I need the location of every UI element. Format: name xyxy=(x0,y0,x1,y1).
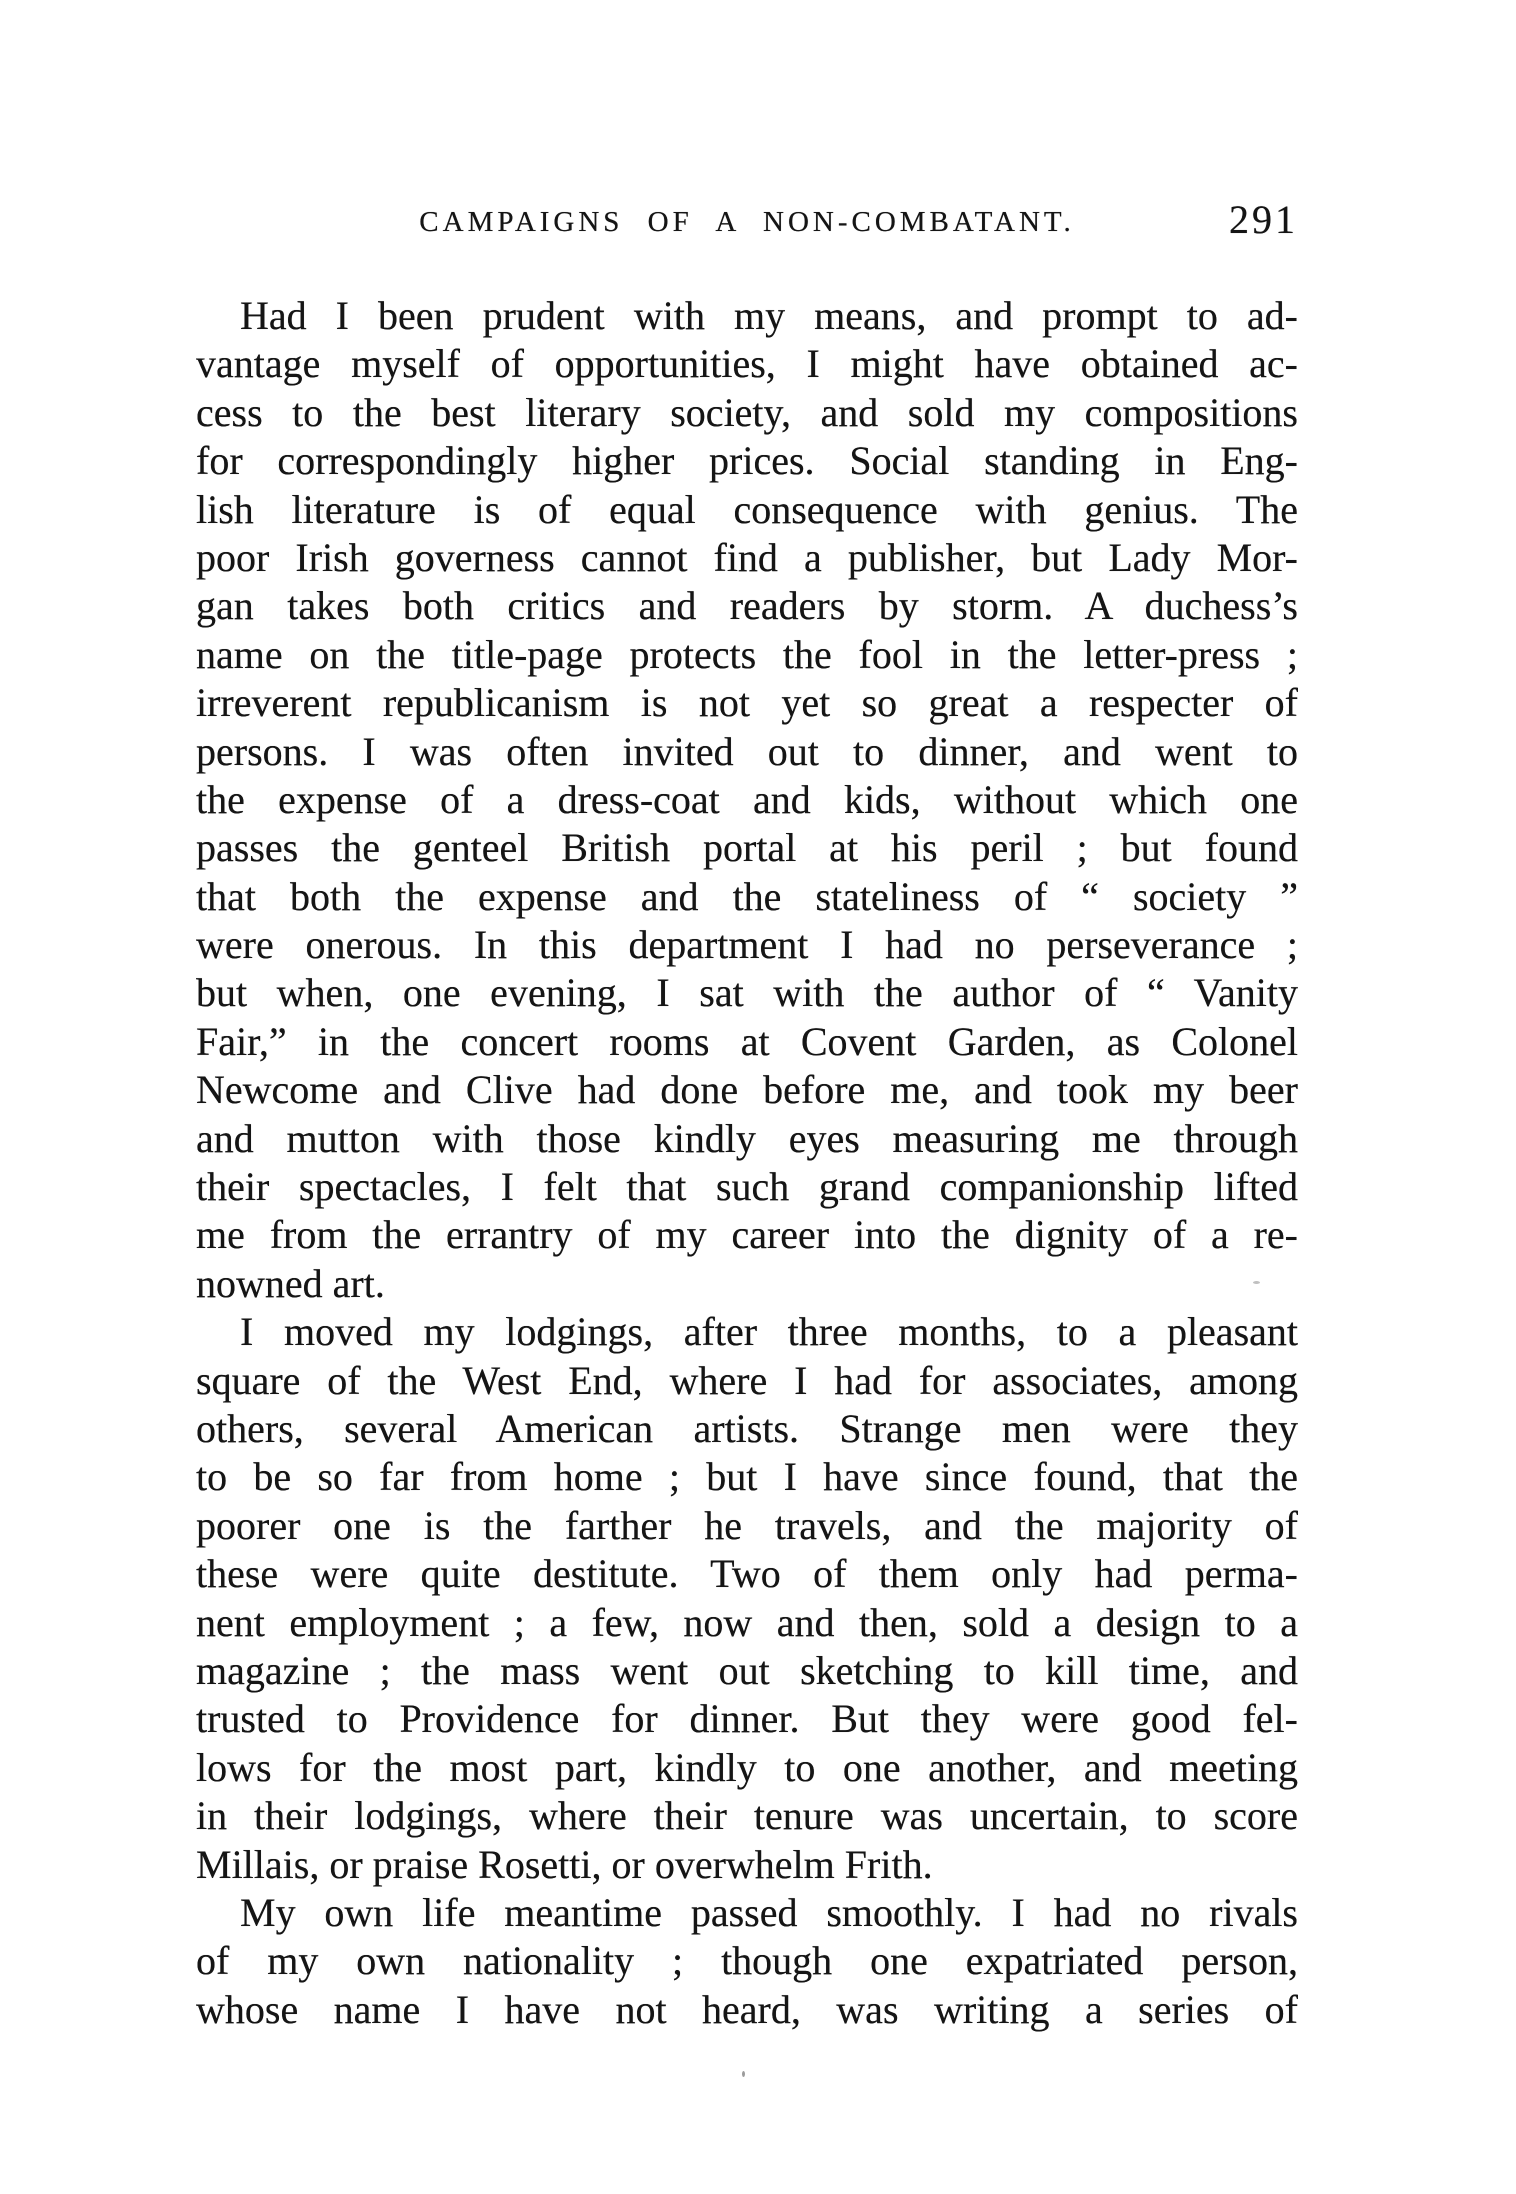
text-line: poorer one is the farther he travels, and the majority of xyxy=(196,1502,1298,1548)
text-line: and mutton with those kindly eyes measuring me through xyxy=(196,1115,1298,1161)
text-line: vantage myself of opportunities, I might have obtained ac- xyxy=(196,341,1298,387)
text-line: their spectacles, I felt that such grand companionship lifted xyxy=(196,1164,1298,1210)
text-line: others, several American artists. Strange men were they xyxy=(196,1405,1298,1451)
page-number: 291 xyxy=(1229,197,1298,242)
paragraph xyxy=(196,1308,1298,1889)
text-line: to be so far from home ; but I have since found, that the xyxy=(196,1454,1298,1500)
text-line: of my own nationality ; though one expatriated person, xyxy=(196,1938,1298,1984)
text-line: lows for the most part, kindly to one another, and meeting xyxy=(196,1744,1298,1790)
running-header-title: CAMPAIGNS OF A NON-COMBATANT. xyxy=(419,206,1075,238)
paragraph xyxy=(196,1889,1298,2034)
text-line: whose name I have not heard, was writing a series of xyxy=(196,1986,1298,2032)
scan-artifact xyxy=(1253,1281,1260,1284)
text-line: that both the expense and the stateliness of “ society ” xyxy=(196,873,1298,919)
text-line: Fair,” in the concert rooms at Covent Garden, as Colonel xyxy=(196,1018,1298,1064)
text-line: irreverent republicanism is not yet so great a respecter of xyxy=(196,680,1298,726)
text-line: for correspondingly higher prices. Social standing in Eng- xyxy=(196,438,1298,484)
paragraph xyxy=(196,292,1298,1308)
text-line: but when, one evening, I sat with the author of “ Vanity xyxy=(196,970,1298,1016)
text-line: nent employment ; a few, now and then, sold a design to a xyxy=(196,1599,1298,1645)
text-line: I moved my lodgings, after three months, to a pleasant xyxy=(240,1309,1298,1355)
text-line: me from the errantry of my career into the dignity of a re- xyxy=(196,1212,1298,1258)
text-line: the expense of a dress-coat and kids, without which one xyxy=(196,776,1298,822)
text-line: Newcome and Clive had done before me, and took my beer xyxy=(196,1067,1298,1113)
text-line: in their lodgings, where their tenure was uncertain, to score xyxy=(196,1793,1298,1839)
text-line: My own life meantime passed smoothly. I had no rivals xyxy=(240,1889,1298,1935)
text-line: were onerous. In this department I had no perseverance ; xyxy=(196,922,1298,968)
text-line: persons. I was often invited out to dinner, and went to xyxy=(196,728,1298,774)
text-line: trusted to Providence for dinner. But they were good fel- xyxy=(196,1696,1298,1742)
text-block xyxy=(196,292,1298,2034)
text-line: poor Irish governess cannot find a publisher, but Lady Mor- xyxy=(196,534,1298,580)
running-header xyxy=(196,197,1298,243)
text-line: lish literature is of equal consequence with genius. The xyxy=(196,486,1298,532)
text-line: Millais, or praise Rosetti, or overwhelm Frith. xyxy=(196,1841,933,1887)
text-line: gan takes both critics and readers by storm. A duchess’s xyxy=(196,583,1298,629)
text-line: these were quite destitute. Two of them only had perma- xyxy=(196,1551,1298,1597)
text-line: name on the title-page protects the fool in the letter-press ; xyxy=(196,631,1298,677)
text-line: passes the genteel British portal at his peril ; but found xyxy=(196,825,1298,871)
scan-artifact xyxy=(742,2071,745,2077)
text-line: Had I been prudent with my means, and prompt to ad- xyxy=(240,293,1298,338)
text-line: cess to the best literary society, and sold my compositions xyxy=(196,389,1298,435)
text-line: magazine ; the mass went out sketching to kill time, and xyxy=(196,1647,1298,1693)
text-line: nowned art. xyxy=(196,1260,385,1306)
text-line: square of the West End, where I had for associates, among xyxy=(196,1357,1298,1403)
